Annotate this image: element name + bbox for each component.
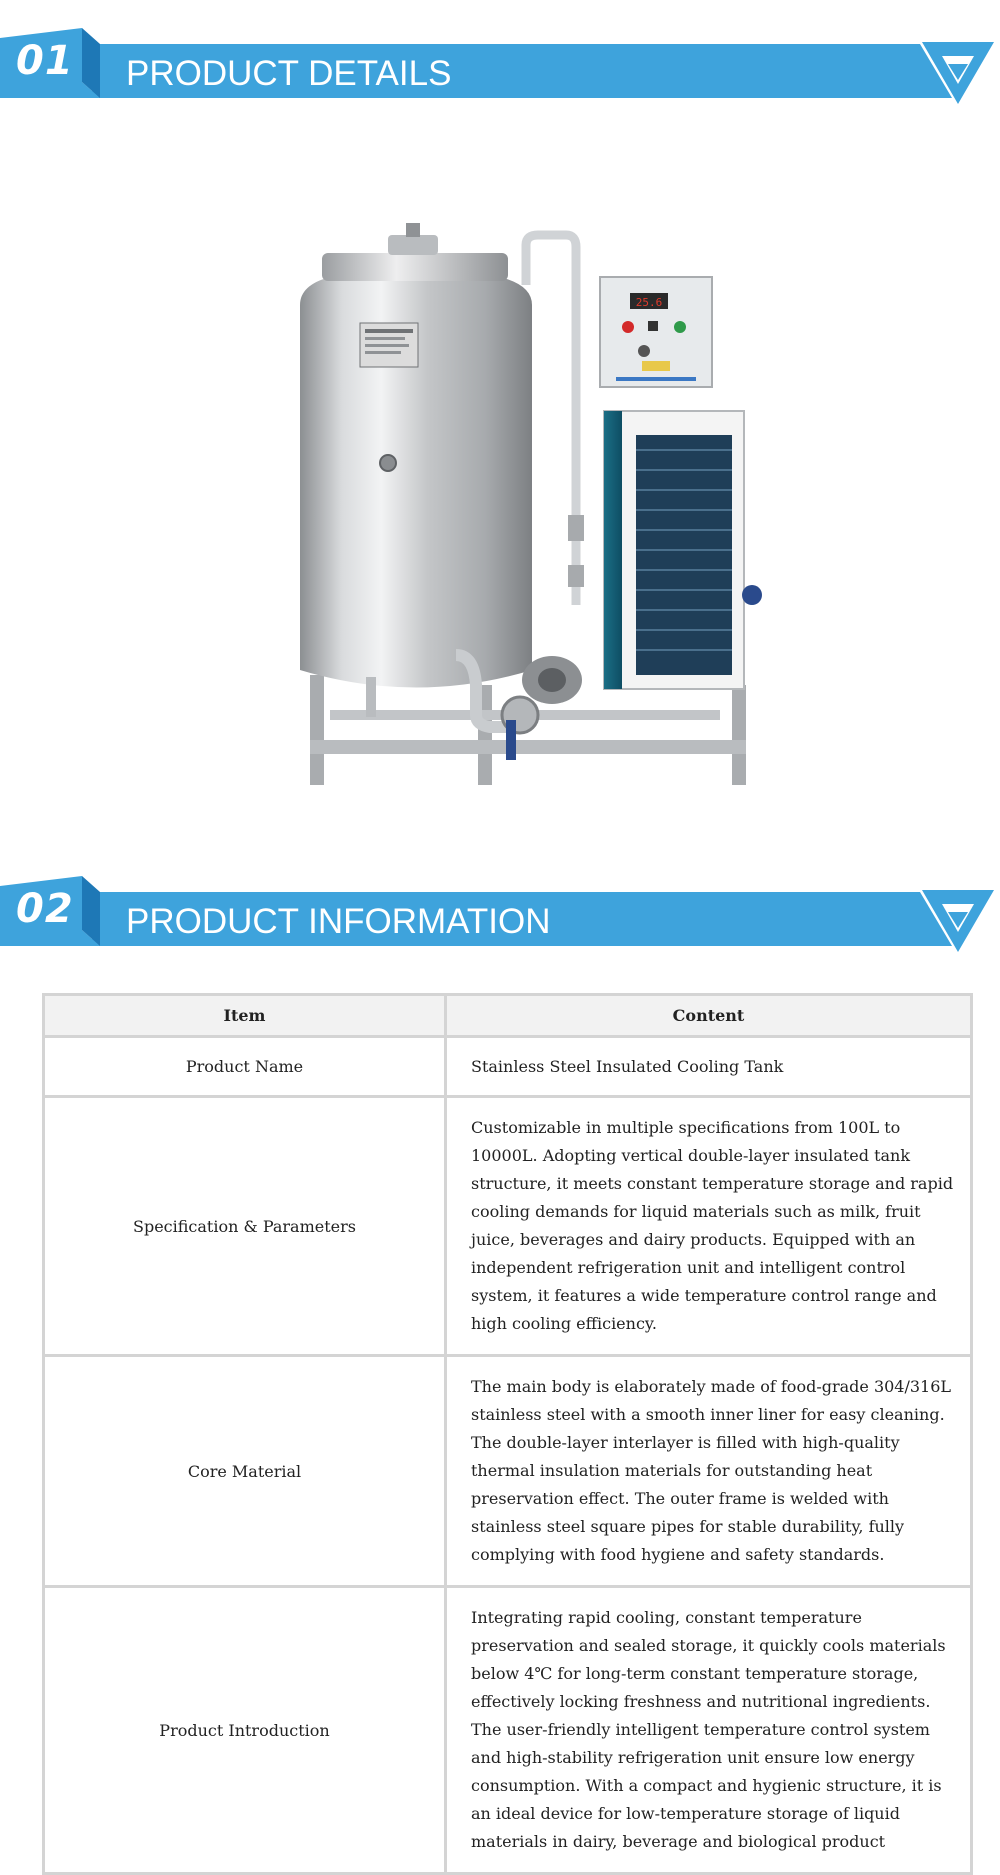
header-item: Item bbox=[44, 995, 446, 1037]
header-content: Content bbox=[446, 995, 972, 1037]
table-header-row bbox=[44, 995, 972, 1037]
table-row bbox=[44, 1097, 972, 1356]
section-title: PRODUCT DETAILS bbox=[126, 54, 452, 93]
row-content: Customizable in multiple specifications from 100L to 10000L. Adopting vertical double-layer insulated tank structure, it meets constant temperature storage and rapid cooling demands for liquid materials such as milk, fruit juice, beverages and dairy products. Equipped with an independent refrigeration unit and intelligent control system, it features a wide temperature control range and high cooling efficiency. bbox=[446, 1097, 972, 1356]
section-number: 02 bbox=[16, 886, 74, 932]
section-title: PRODUCT INFORMATION bbox=[126, 902, 551, 941]
product-photo bbox=[270, 215, 800, 815]
table-row bbox=[44, 1037, 972, 1097]
table-row bbox=[44, 1356, 972, 1587]
row-content: Stainless Steel Insulated Cooling Tank bbox=[446, 1037, 972, 1097]
table-row bbox=[44, 1587, 972, 1874]
triangle-logo-icon bbox=[922, 42, 994, 112]
row-item-label: Specification & Parameters bbox=[44, 1097, 446, 1356]
triangle-logo-icon bbox=[922, 890, 994, 960]
section-banner-product-details bbox=[0, 26, 1000, 112]
row-content: The main body is elaborately made of food-grade 304/316L stainless steel with a smooth inner liner for easy cleaning. The double-layer interlayer is filled with high-quality thermal insulation materials for outstanding heat preservation effect. The outer frame is welded with stainless steel square pipes for stable durability, fully complying with food hygiene and safety standards. bbox=[446, 1356, 972, 1587]
row-content: Integrating rapid cooling, constant temperature preservation and sealed storage, it quickly cools materials below 4℃ for long-term constant temperature storage, effectively locking freshness and nutritional ingredients. The user-friendly intelligent temperature control system and high-stability refrigeration unit ensure low energy consumption. With a compact and hygienic structure, it is an ideal device for low-temperature storage of liquid materials in dairy, beverage and biological product bbox=[446, 1587, 972, 1874]
section-banner-product-information bbox=[0, 874, 1000, 960]
row-item-label: Core Material bbox=[44, 1356, 446, 1587]
section-number: 01 bbox=[16, 38, 74, 84]
row-item-label: Product Introduction bbox=[44, 1587, 446, 1874]
product-info-table bbox=[42, 993, 973, 1875]
row-item-label: Product Name bbox=[44, 1037, 446, 1097]
panel-display-readout: 25.6 bbox=[635, 296, 663, 309]
